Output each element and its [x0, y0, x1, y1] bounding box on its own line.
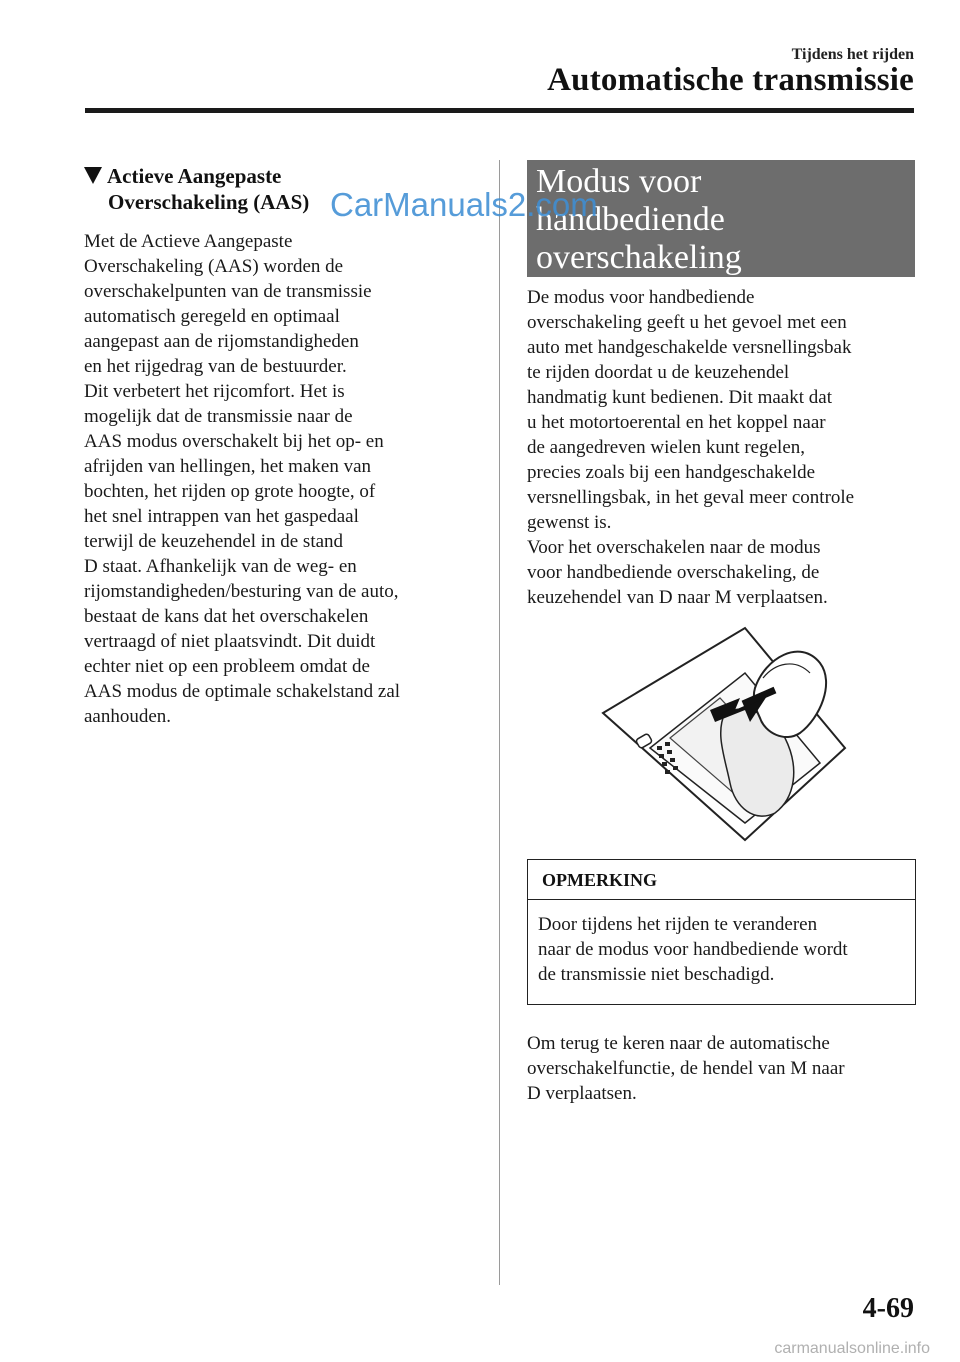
manual-mode-paragraph: De modus voor handbediende overschakeling geeft u het gevoel met een auto met handgeschakelde versnellingsbak te rijden doordat u de keuzehendel handmatig kunt bedienen. Dit maakt dat u het motortoerental en het koppel naar de aangedreven wielen kunt regelen, precies zoals bij een handgeschakelde versnellingsbak, in het geval meer controle gewenst is. Voor het overschakelen naar de modus voor handbediende overschakeling, de keuzehendel van D naar M verplaatsen.: [527, 287, 855, 608]
manual-mode-banner-title: Modus voor handbediende overschakeling: [527, 160, 915, 277]
footer-watermark: carmanualsonline.info: [774, 1340, 930, 1357]
manual-mode-paragraph-block: [527, 285, 919, 610]
return-paragraph-block: [527, 1031, 919, 1106]
aas-heading-line1: Actieve Aangepaste: [107, 164, 282, 188]
header-rule: [85, 108, 914, 113]
return-paragraph: Om terug te keren naar de automatische overschakelfunctie, de hendel van M naar D verplaatsen.: [527, 1033, 845, 1104]
page-number: 4-69: [862, 1293, 914, 1324]
header-title: Automatische transmissie: [547, 62, 914, 98]
note-box: [527, 859, 916, 1005]
aas-paragraph: Met de Actieve Aangepaste Overschakeling (AAS) worden de overschakelpunten van de transmissie automatisch geregeld en optimaal aangepast aan de rijomstandigheden en het rijgedrag van de bestuurder. Dit verbetert het rijcomfort. Het is mogelijk dat de transmissie naar de AAS modus overschakelt bij het op- en afrijden van hellingen, het maken van bochten, het rijden op grote hoogte, of het snel intrappen van het gaspedaal terwijl de keuzehendel in de stand D staat. Afhankelijk van de weg- en rijomstandigheden/besturing van de auto, bestaat de kans dat het overschakelen vertraagd of niet plaatsvindt. Dit duidt echter niet op een probleem omdat de AAS modus de optimale schakelstand zal aanhouden.: [84, 231, 401, 727]
watermark: CarManuals2.com: [330, 186, 598, 223]
note-text: Door tijdens het rijden te veranderen naar de modus voor handbediende wordt de transmissie niet beschadigd.: [538, 914, 848, 985]
column-divider: [499, 160, 500, 1285]
triangle-bullet-icon: [84, 167, 102, 184]
aas-paragraph-block: [84, 229, 484, 729]
note-heading: OPMERKING: [528, 860, 915, 900]
header-section-label: Tijdens het rijden: [791, 46, 914, 63]
shift-lever-illustration: [595, 618, 855, 843]
aas-heading-line2: Overschakeling (AAS): [108, 190, 310, 214]
